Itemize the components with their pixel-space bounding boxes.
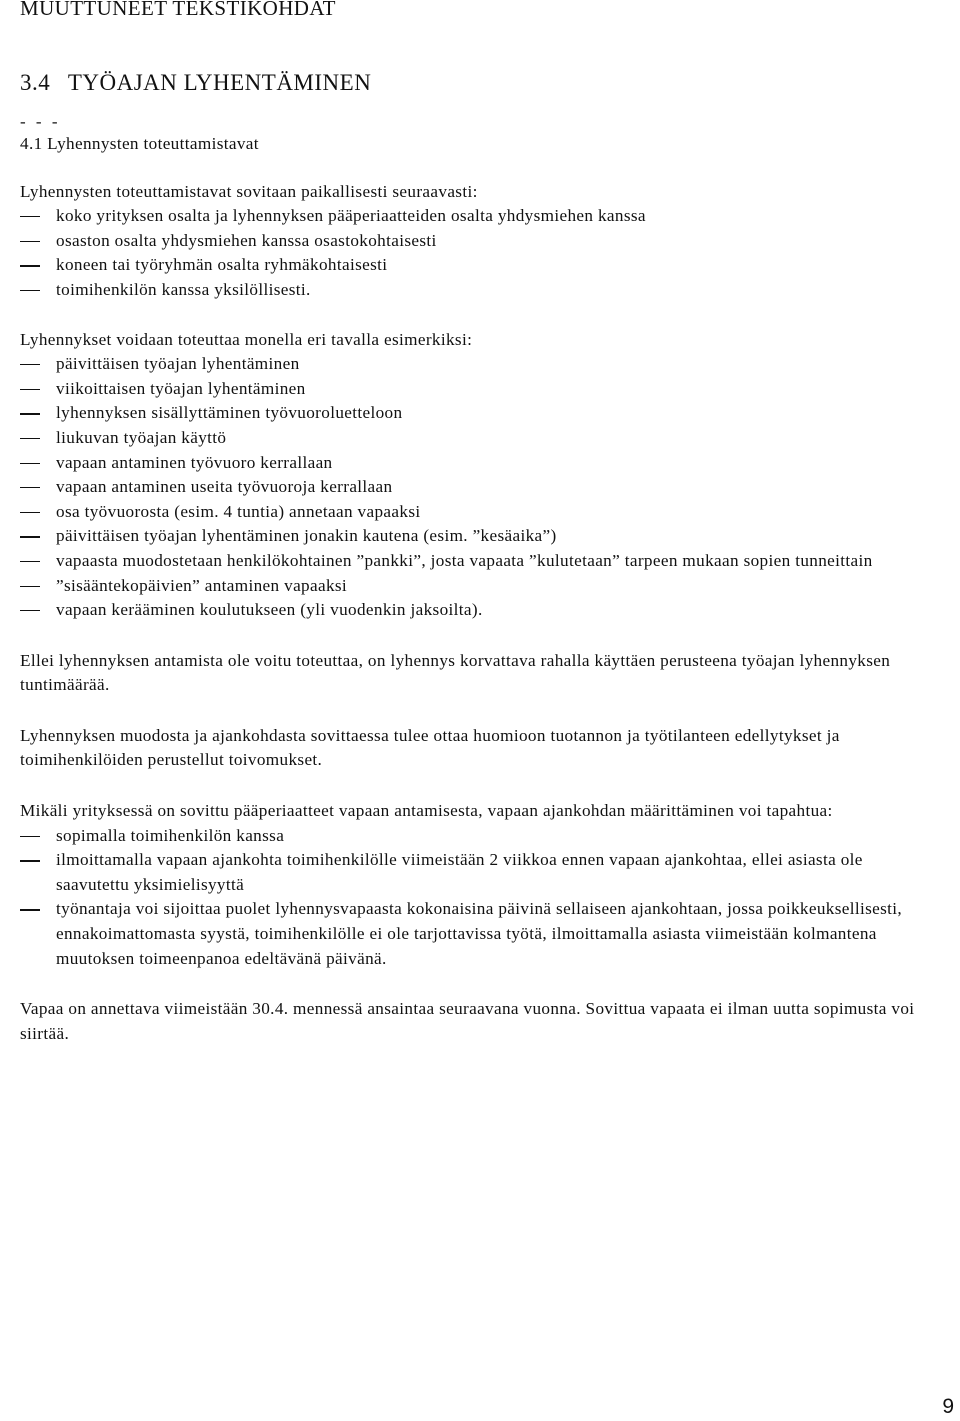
list-item: toimihenkilön kanssa yksilöllisesti. — [20, 278, 940, 303]
ways-list — [20, 352, 940, 623]
list-item: osa työvuorosta (esim. 4 tuntia) annetaan vapaaksi — [20, 500, 940, 525]
intro-list — [20, 204, 940, 302]
section-number: 3.4 — [20, 70, 51, 95]
section-heading — [20, 68, 940, 98]
principles-list — [20, 824, 940, 972]
section-title: TYÖAJAN LYHENTÄMINEN — [67, 70, 372, 95]
compensation-paragraph: Ellei lyhennyksen antamista ole voitu toteuttaa, on lyhennys korvattava rahalla käyttäen perusteena työajan lyhennyksen tuntimäärää. — [20, 650, 891, 695]
ways-paragraph: Lyhennykset voidaan toteuttaa monella eri tavalla esimerkiksi: — [20, 329, 473, 349]
list-item: ”sisääntekopäivien” antaminen vapaaksi — [20, 574, 940, 599]
list-item: liukuvan työajan käyttö — [20, 426, 940, 451]
omission-marker: - - - — [20, 112, 61, 131]
list-item: koko yrityksen osalta ja lyhennyksen pääperiaatteiden osalta yhdysmiehen kanssa — [20, 204, 940, 229]
list-item: lyhennyksen sisällyttäminen työvuoroluetteloon — [20, 401, 940, 426]
list-item: vapaan antaminen työvuoro kerrallaan — [20, 451, 940, 476]
list-item: vapaan kerääminen koulutukseen (yli vuodenkin jaksoilta). — [20, 598, 940, 623]
list-item: sopimalla toimihenkilön kanssa — [20, 824, 940, 849]
intro-paragraph: Lyhennysten toteuttamistavat sovitaan paikallisesti seuraavasti: — [20, 181, 478, 201]
list-item: päivittäisen työajan lyhentäminen jonakin kautena (esim. ”kesäaika”) — [20, 524, 940, 549]
list-item: koneen tai työryhmän osalta ryhmäkohtaisesti — [20, 253, 940, 278]
list-item: vapaasta muodostetaan henkilökohtainen ”pankki”, josta vapaata ”kulutetaan” tarpeen mukaan sopien tunneittain — [20, 549, 940, 574]
list-item: viikoittaisen työajan lyhentäminen — [20, 377, 940, 402]
list-item: päivittäisen työajan lyhentäminen — [20, 352, 940, 377]
document-top-heading: MUUTTUNEET TEKSTIKOHDAT — [20, 0, 336, 20]
list-item: työnantaja voi sijoittaa puolet lyhennysvapaasta kokonaisina päivinä sellaiseen ajankohtaan, jossa poikkeuksellisesti, ennakoimattomasta syystä, toimihenkilölle ei ole tarjottavissa työtä, ilmoittamalla asiasta viimeistään kolmantena muutoksen toimeenpanoa edeltävänä päivänä. — [20, 897, 940, 971]
subsection-heading: 4.1 Lyhennysten toteuttamistavat — [20, 134, 259, 153]
list-item: vapaan antaminen useita työvuoroja kerrallaan — [20, 475, 940, 500]
deadline-paragraph: Vapaa on annettava viimeistään 30.4. mennessä ansaintaa seuraavana vuonna. Sovittua vapaata ei ilman uutta sopimusta voi siirtää. — [20, 999, 915, 1043]
principles-paragraph: Mikäli yrityksessä on sovittu pääperiaatteet vapaan antamisesta, vapaan ajankohdan määrittäminen voi tapahtua: — [20, 801, 833, 821]
list-item: osaston osalta yhdysmiehen kanssa osastokohtaisesti — [20, 229, 940, 254]
document-page — [20, 0, 940, 1046]
timing-paragraph: Lyhennyksen muodosta ja ajankohdasta sovittaessa tulee ottaa huomioon tuotannon ja työtilanteen edellytykset ja toimihenkilöiden perustellut toivomukset. — [20, 725, 840, 770]
page-number: 9 — [942, 1395, 954, 1418]
list-item: ilmoittamalla vapaan ajankohta toimihenkilölle viimeistään 2 viikkoa ennen vapaan ajankohtaa, ellei asiasta ole saavutettu yksimielisyyttä — [20, 848, 940, 897]
